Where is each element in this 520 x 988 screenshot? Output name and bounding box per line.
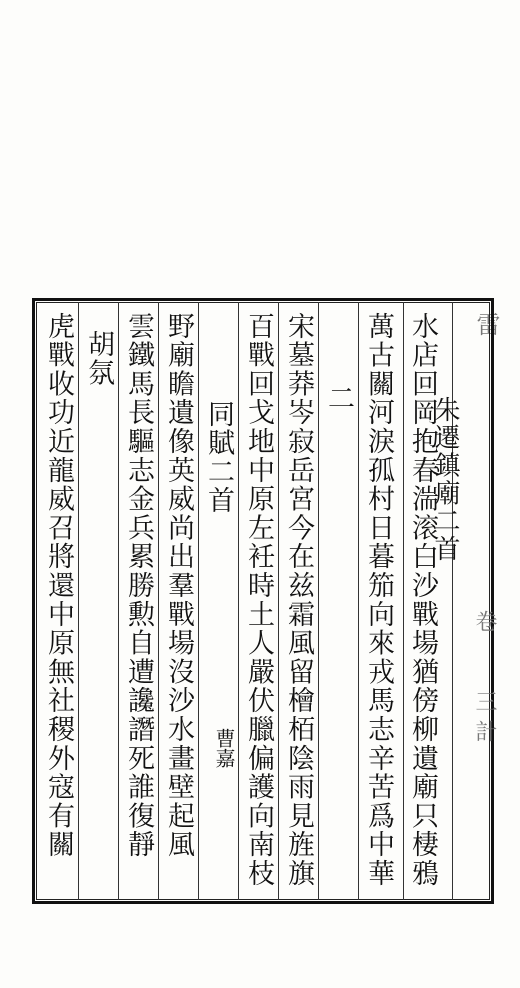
- blank-top-margin: [0, 0, 520, 296]
- text-column-2: 萬古關河淚孤村日暮笳向來戎馬志辛苦爲中華: [363, 312, 394, 888]
- text-column-3: 二: [323, 384, 354, 413]
- column-rule: [118, 302, 119, 900]
- column-rule: [358, 302, 359, 900]
- text-column-10: 虎戰收功近龍威召將還中原無社稷外寇有關: [43, 312, 74, 860]
- margin-fragment: 三: [472, 690, 497, 714]
- column-rule: [318, 302, 319, 900]
- margin-fragment: 卷: [472, 610, 497, 634]
- text-column-6: 同賦二首: [203, 400, 234, 516]
- margin-fragment: 計: [472, 720, 497, 744]
- text-column-8: 雲鐵馬長驅志金兵累勝勲自遭讒譖死誰復靜: [123, 312, 154, 860]
- header-fragment-title: 雷: [472, 312, 500, 338]
- column-rule: [403, 302, 404, 900]
- author-name: 曹嘉: [212, 728, 236, 768]
- text-column-4: 宋墓莽岑寂岳宮今在兹霜風留檜栢陰雨見旌旗: [283, 312, 314, 888]
- column-rule: [78, 302, 79, 900]
- column-rule: [238, 302, 239, 900]
- column-rule: [452, 302, 453, 900]
- column-rule: [158, 302, 159, 900]
- text-column-9: 胡氛: [83, 330, 114, 388]
- text-column-5: 百戰回戈地中原左衽時土人嚴伏臘偏護向南枝: [243, 312, 274, 888]
- text-column-7: 野廟瞻遺像英威尚出羣戰場沒沙水畫壁起風: [163, 312, 194, 860]
- column-rule: [198, 302, 199, 900]
- poem-title: 朱遷鎮廟二首: [430, 396, 460, 563]
- column-rule: [278, 302, 279, 900]
- text-column-1: 水店回岡抱春湍滚白沙戰場猶傍柳遺廟只棲鴉: [407, 312, 438, 888]
